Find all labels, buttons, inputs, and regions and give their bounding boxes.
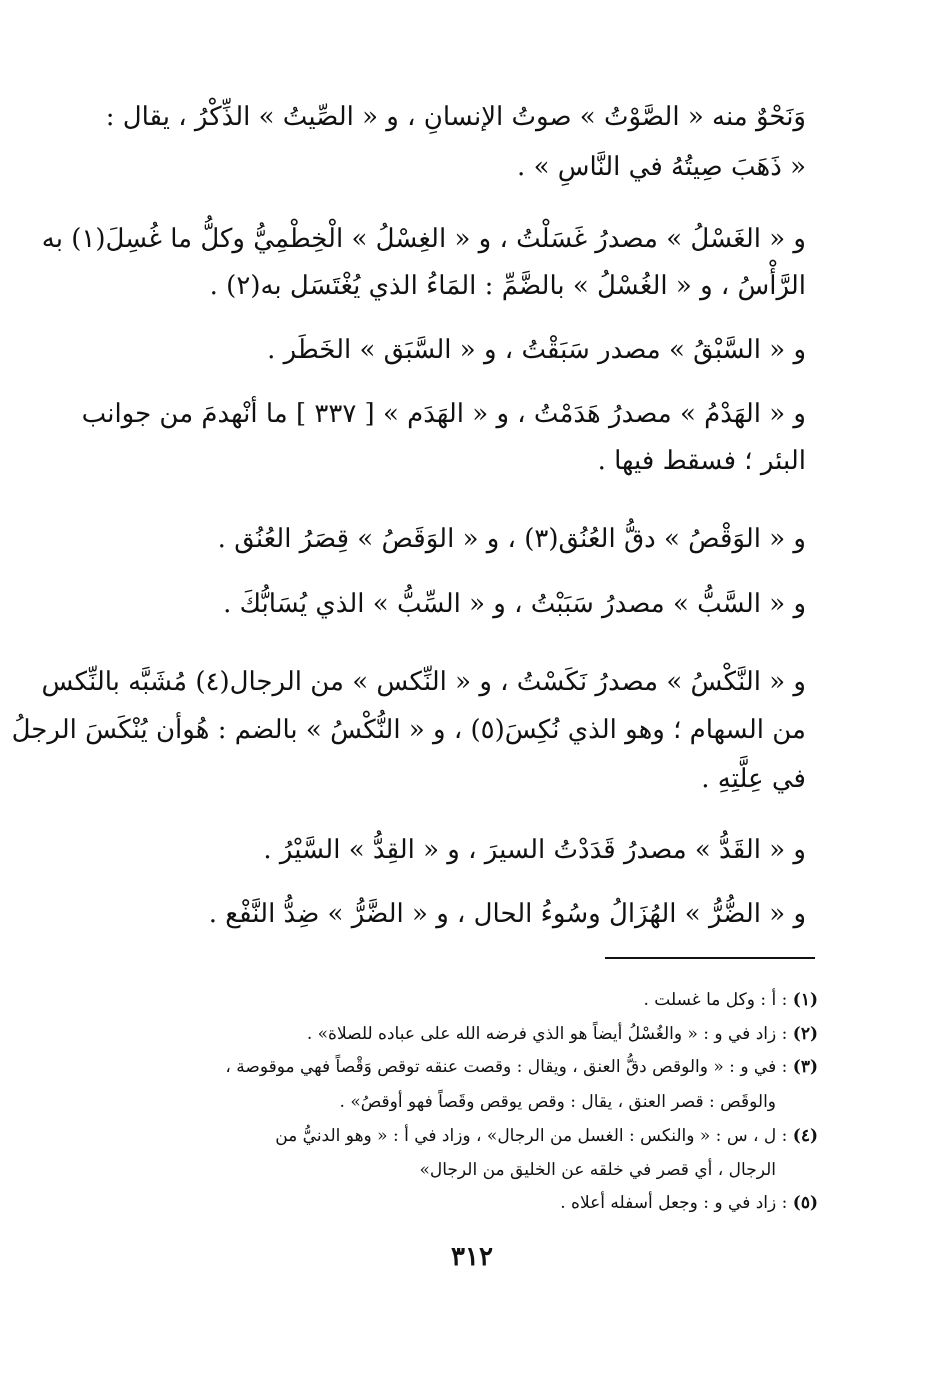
text-line: و « الغَسْلُ » مصدرُ غَسَلْتُ ، و « الغِسْلُ » الْخِطْمِيُّ وكلُّ ما غُسِلَ(١) به (41, 224, 806, 254)
text-line: و « السَّبْقُ » مصدر سَبَقْتُ ، و « السَّبَق » الخَطَر . (267, 335, 806, 365)
text-line: « ذَهَبَ صِيتُهُ في النَّاسِ » . (517, 152, 806, 182)
footnote (128, 1188, 818, 1218)
text-line: و « السَّبُّ » مصدرُ سَبَبْتُ ، و « السِّبُّ » الذي يُسَابُّكَ . (223, 589, 806, 619)
footnote-number: (٣) (792, 1057, 818, 1077)
footnote-text: والوقَص : قصر العنق ، يقال : وقص يوقص وقَصاً فهو أوقصُ» . (339, 1092, 776, 1112)
page-number: ٣١٢ (451, 1242, 493, 1272)
footnote (128, 1019, 818, 1049)
footnote-continuation (128, 1087, 776, 1117)
footnote (128, 1052, 818, 1082)
text-line: من السهام ؛ وهو الذي نُكِسَ(٥) ، و « النُّكْسُ » بالضم : هُوأن يُنْكَسَ الرجلُ (11, 715, 806, 745)
text-line: و « الوَقْصُ » دقُّ العُنُق(٣) ، و « الوَقَصُ » قِصَرُ العُنُق . (217, 524, 806, 554)
footnote-number: (١) (792, 990, 818, 1010)
footnote-separator (605, 957, 815, 959)
footnote-text: : زاد في و : وجعل أسفله أعلاه . (560, 1193, 788, 1213)
footnote-number: (٢) (792, 1024, 818, 1044)
footnote-text: : زاد في و : « والغُسْلُ أيضاً هو الذي فرضه الله على عباده للصلاة» . (306, 1024, 788, 1044)
text-line: الرَّأْسُ ، و « الغُسْلُ » بالضَّمِّ : المَاءُ الذي يُغْتَسَل به(٢) . (209, 271, 806, 301)
text-line: البئر ؛ فسقط فيها . (597, 446, 806, 476)
footnote-text: الرجال ، أي قصر في خلقه عن الخليق من الرجال» (419, 1160, 776, 1180)
text-line: و « الهَدْمُ » مصدرُ هَدَمْتُ ، و « الهَدَم » [ ٣٣٧ ] ما أنْهدمَ من جوانب (81, 399, 806, 429)
text-line: و « الضُّرُّ » الهُزَالُ وسُوءُ الحال ، و « الضَّرُّ » ضِدُّ النَّفْع . (208, 899, 806, 929)
footnote-number: (٤) (792, 1126, 818, 1146)
footnote-continuation (128, 1155, 776, 1185)
text-line: و « القَدُّ » مصدرُ قَدَدْتُ السيرَ ، و « القِدُّ » السَّيْرُ . (263, 835, 806, 865)
footnote (128, 1121, 818, 1151)
footnote (128, 985, 818, 1015)
text-line: في عِلَّتِهِ . (701, 764, 806, 794)
footnote-number: (٥) (792, 1193, 818, 1213)
footnote-text: : في و : « والوقص دقُّ العنق ، ويقال : وقصت عنقه توقص وَقْصاً فهي موقوصة ، (225, 1057, 788, 1077)
footnote-text: : ل ، س : « والنكس : الغسل من الرجال» ، وزاد في أ : « وهو الدنيُّ من (275, 1126, 788, 1146)
footnote-text: : أ : وكل ما غسلت . (643, 990, 788, 1010)
text-line: و « النَّكْسُ » مصدرُ نَكَسْتُ ، و « النِّكس » من الرجال(٤) مُشَبَّه بالنِّكس (41, 667, 806, 697)
text-line: وَنَحْوٌ منه « الصَّوْتُ » صوتُ الإنسانِ ، و « الصِّيتُ » الذِّكْرُ ، يقال : (105, 102, 806, 132)
